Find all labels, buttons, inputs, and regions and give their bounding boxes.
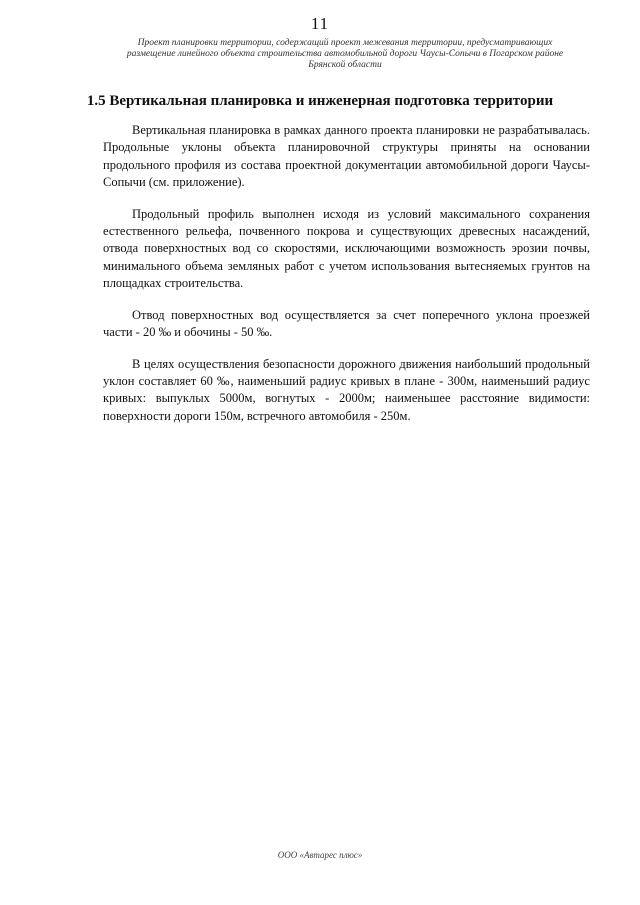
running-header [100, 38, 590, 71]
running-header-line-2: размещение линейного объекта строительства автомобильной дороги Чаусы-Сопычи в Погарском районе [126, 49, 564, 59]
section-heading: 1.5 Вертикальная планировка и инженерная подготовка территории [86, 93, 554, 109]
paragraph-surface-drainage: Отвод поверхностных вод осуществляется за счет поперечного уклона проезжей части - 20 ‰ и обочины - 50 ‰. [103, 307, 590, 339]
paragraph-vertical-planning: Вертикальная планировка в рамках данного проекта планировки не разрабатывалась. Продольные уклоны объекта планировочной структуры приняты на основании продольного профиля из состава проектной документации автомобильной дороги Чаусы-Сопычи (см. приложение). [103, 123, 590, 189]
page-number: 11 [310, 14, 330, 33]
running-header-line-3: Брянской области [308, 60, 382, 70]
section-body [103, 122, 590, 439]
running-header-line-1: Проект планировки территории, содержащий проект межевания территории, предусматривающих [137, 38, 553, 48]
running-footer: ООО «Автарес плюс» [277, 850, 363, 860]
paragraph-longitudinal-profile: Продольный профиль выполнен исходя из условий максимального сохранения естественного рельефа, почвенного покрова и существующих древесных насаждений, отвода поверхностных вод со скоростями, исключающими возможность эрозии почвы, минимального объема земляных работ с учетом использования вытесняемых грунтов на площадках строительства. [103, 206, 590, 290]
paragraph-traffic-safety: В целях осуществления безопасности дорожного движения наибольший продольный уклон составляет 60 ‰, наименьший радиус кривых в плане - 300м, наименьший радиус кривых: выпуклых 5000м, вогнутых - 2000м; наименьшее расстояние видимости: поверхности дороги 150м, встречного автомобиля - 250м. [103, 356, 590, 423]
